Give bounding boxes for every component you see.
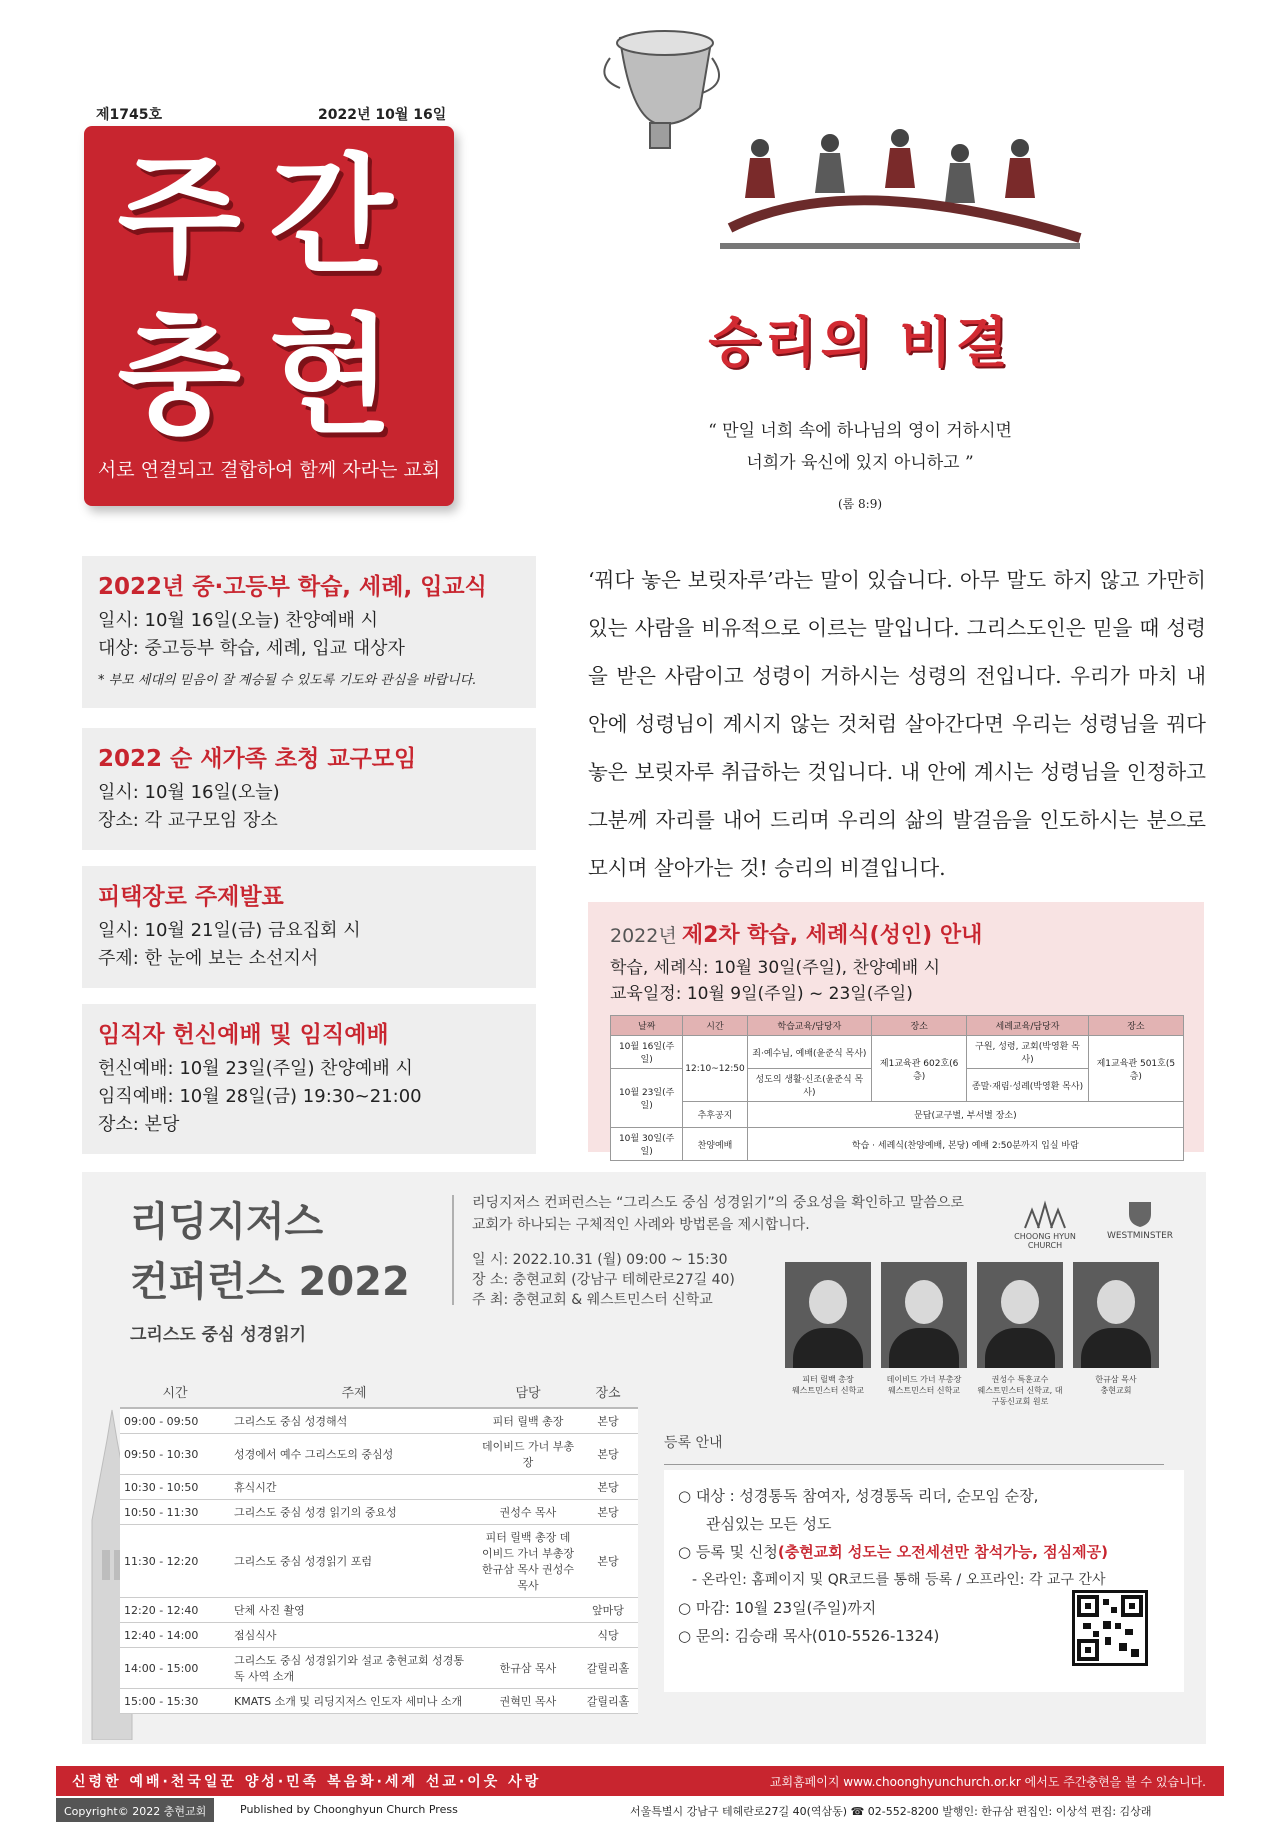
conference-info: 일 시: 2022.10.31 (월) 09:00 ~ 15:30 장 소: 충현교회 (강남구 테헤란로27길 40) 주 최: 충현교회 & 웨스트민스터 신학교	[472, 1252, 735, 1308]
table-header: 장소	[578, 1376, 638, 1408]
table-header: 시간	[683, 1016, 747, 1036]
table-header: 장소	[872, 1016, 967, 1036]
notice-youth-baptism	[82, 556, 536, 708]
publisher: Published by Choonghyun Church Press	[240, 1803, 458, 1816]
footer-banner	[56, 1766, 1224, 1796]
table-row: 09:00 - 09:50 그리스도 중심 성경해석 피터 릴백 총장 본당	[120, 1408, 638, 1434]
baptism-line: 학습, 세례식: 10월 30일(주일), 찬양예배 시	[610, 958, 940, 978]
church-motto: 신령한 예배·천국일꾼 양성·민족 복음화·세계 선교·이웃 사랑	[72, 1774, 542, 1790]
baptism-notice	[588, 902, 1204, 1157]
notice-line: 임직예배: 10월 28일(금) 19:30~21:00	[98, 1086, 422, 1107]
masthead-tagline: 서로 연결되고 결합하여 함께 자라는 교회	[97, 459, 441, 481]
table-row: 15:00 - 15:30 KMATS 소개 및 리딩지저스 인도자 세미나 소개 권혁민 목사 갈릴리홀	[120, 1689, 638, 1714]
westminster-logo: WESTMINSTER	[1090, 1200, 1190, 1260]
table-cell: 12:10~12:50	[683, 1036, 747, 1102]
speaker-card: 한규삼 목사 충현교회	[1072, 1262, 1160, 1407]
table-row: 14:00 - 15:00 그리스도 중심 성경읽기와 설교 충현교회 성경통독 사역 소개 한규삼 목사 갈릴리홀	[120, 1648, 638, 1689]
issue-number: 제1745호	[96, 107, 163, 123]
qr-code-icon[interactable]	[1072, 1590, 1148, 1666]
speaker-list	[784, 1262, 1160, 1407]
conference-intro: 리딩지저스 컨퍼런스는 “그리스도 중심 성경읽기”의 중요성을 확인하고 말씀으로 교회가 하나되는 구체적인 사례와 방법론을 제시합니다.	[472, 1195, 964, 1233]
table-header: 담당	[478, 1376, 578, 1408]
notice-new-family	[82, 728, 536, 850]
table-row: 10:50 - 11:30 그리스도 중심 성경 읽기의 중요성 권성수 목사 본당	[120, 1500, 638, 1525]
table-cell: 제1교육관 501호(5층)	[1088, 1036, 1183, 1102]
baptism-schedule-table	[610, 1015, 1184, 1161]
table-header: 장소	[1088, 1016, 1183, 1036]
masthead	[84, 126, 454, 506]
notice-line: 일시: 10월 21일(금) 금요집회 시	[98, 920, 361, 941]
speaker-photo	[1073, 1262, 1159, 1368]
church-logo: CHOONG HYUN CHURCH	[1000, 1200, 1090, 1260]
speaker-card: 피터 릴백 총장 웨스트민스터 신학교	[784, 1262, 872, 1407]
table-header: 날짜	[611, 1016, 683, 1036]
registration-title: 등록 안내	[664, 1432, 1164, 1465]
masthead-title: 주간 충현	[117, 141, 421, 451]
conference-title: 리딩지저스 컨퍼런스 2022	[130, 1199, 410, 1305]
baptism-line: 교육일정: 10월 9일(주일) ~ 23일(주일)	[610, 984, 913, 1004]
baptism-title: 제2차 학습, 세례식(성인) 안내	[681, 923, 983, 948]
notice-line: 헌신예배: 10월 23일(주일) 찬양예배 시	[98, 1058, 413, 1079]
speaker-photo	[977, 1262, 1063, 1368]
notice-ordination	[82, 1004, 536, 1154]
issue-date: 2022년 10월 16일	[318, 107, 447, 123]
notice-line: 대상: 중고등부 학습, 세례, 입교 대상자	[98, 638, 405, 659]
notice-elder-presentation	[82, 866, 536, 988]
table-row: 12:40 - 14:00 점심식사 식당	[120, 1623, 638, 1648]
table-cell: 추후공지	[683, 1102, 747, 1128]
table-cell: 종말·재림·성례(박영환 목사)	[967, 1069, 1088, 1102]
table-row: 10:30 - 10:50 휴식시간 본당	[120, 1475, 638, 1500]
notice-line: 일시: 10월 16일(오늘) 찬양예배 시	[98, 610, 379, 631]
divider	[452, 1195, 454, 1305]
church-logo-icon	[1020, 1200, 1070, 1230]
conference-schedule-table	[120, 1376, 638, 1714]
table-cell: 성도의 생활·신조(윤준식 목사)	[747, 1069, 871, 1102]
notice-title: 2022년 중·고등부 학습, 세례, 입교식	[98, 574, 487, 600]
table-row: 12:20 - 12:40 단체 사진 촬영 앞마당	[120, 1598, 638, 1623]
essay-text: ‘꿔다 놓은 보릿자루’라는 말이 있습니다. 아무 말도 하지 않고 가만히 있는 사람을 비유적으로 이르는 말입니다. 그리스도인은 믿을 때 성령을 받은 사람이고 성령이 거하시는 성령의 전입니다. 우리가 마치 내 안에 성령님이 계시지 않는 것처럼 살아간다면 우리는 성령님을 꿔다 놓은 보릿자루 취급하는 것입니다. 내 안에 계시는 성령님을 인정하고 그분께 자리를 내어 드리며 우리의 삶의 발걸음을 인도하시는 분으로 모시며 살아가는 것! 승리의 비결입니다.	[588, 568, 1206, 880]
table-cell: 구원, 성령, 교회(박영환 목사)	[967, 1036, 1088, 1069]
table-row: 11:30 - 12:20 그리스도 중심 성경읽기 포럼 피터 릴백 총장 데이비드 가너 부총장 한규삼 목사 권성수 목사 본당	[120, 1525, 638, 1598]
table-header: 학습교육/담당자	[747, 1016, 871, 1036]
conference-subtitle: 그리스도 중심 성경읽기	[130, 1325, 307, 1345]
copyright: Copyright© 2022 충현교회	[56, 1798, 214, 1822]
shield-icon	[1127, 1200, 1153, 1228]
table-cell: 제1교육관 602호(6층)	[872, 1036, 967, 1102]
hero-title: 승리의 비결	[708, 311, 1012, 374]
table-cell: 10월 23일(주일)	[611, 1069, 683, 1128]
bible-verse: “ 만일 너희 속에 하나님의 영이 거하시면 너희가 육신에 있지 아니하고 ”	[708, 421, 1012, 473]
speaker-photo	[881, 1262, 967, 1368]
notice-line: 장소: 각 교구모임 장소	[98, 810, 278, 831]
table-cell: 찬양예배	[683, 1128, 747, 1161]
table-cell: 학습 · 세례식(찬양예배, 본당) 예배 2:50분까지 입실 바람	[747, 1128, 1183, 1161]
verse-reference: (롬 8:9)	[837, 497, 883, 511]
baptism-year: 2022년	[610, 925, 677, 947]
speaker-photo	[785, 1262, 871, 1368]
notice-note: * 부모 세대의 믿음이 잘 계승될 수 있도록 기도와 관심을 바랍니다.	[98, 673, 477, 688]
table-row: 09:50 - 10:30 성경에서 예수 그리스도의 중심성 데이비드 가너 부총장 본당	[120, 1434, 638, 1475]
notice-line: 장소: 본당	[98, 1114, 180, 1135]
notice-title: 피택장로 주제발표	[98, 884, 284, 910]
table-cell: 10월 16일(주일)	[611, 1036, 683, 1069]
table-cell: 죄·예수님, 예배(윤준식 목사)	[747, 1036, 871, 1069]
address: 서울특별시 강남구 테헤란로27길 40(역삼동) ☎ 02-552-8200 발행인: 한규삼 편집인: 이상석 편집: 김상래	[630, 1805, 1152, 1818]
speaker-card: 권성수 특훈교수 웨스트민스터 신학교, 대구동신교회 원로	[976, 1262, 1064, 1407]
registration-info: ○ 대상 : 성경통독 참여자, 성경통독 리더, 순모임 순장, 관심있는 모든 성도 ○ 등록 및 신청(충현교회 성도는 오전세션만 참석가능, 점심제공) - 온라인: 홈페이지 및 QR코드를 통해 등록 / 오프라인: 각 교구 간사 ○ 마감: 10월 23일(주일)까지 ○ 문의: 김승래 목사(010-5526-1324)	[664, 1470, 1184, 1692]
trophy-race-illustration	[600, 28, 1100, 298]
table-header: 시간	[120, 1376, 230, 1408]
table-cell: 10월 30일(주일)	[611, 1128, 683, 1161]
notice-title: 임직자 헌신예배 및 임직예배	[98, 1022, 389, 1048]
notice-line: 주제: 한 눈에 보는 소선지서	[98, 948, 319, 969]
footer-info	[56, 1798, 1224, 1822]
notice-title: 2022 순 새가족 초청 교구모임	[98, 746, 417, 772]
notice-line: 일시: 10월 16일(오늘)	[98, 782, 280, 803]
table-header: 주제	[230, 1376, 478, 1408]
speaker-card: 데이비드 가너 부총장 웨스트민스터 신학교	[880, 1262, 968, 1407]
table-header: 세례교육/담당자	[967, 1016, 1088, 1036]
table-cell: 문답(교구별, 부서별 장소)	[747, 1102, 1183, 1128]
website-link[interactable]: 교회홈페이지 www.choonghyunchurch.or.kr 에서도 주간충현을 볼 수 있습니다.	[769, 1775, 1206, 1789]
